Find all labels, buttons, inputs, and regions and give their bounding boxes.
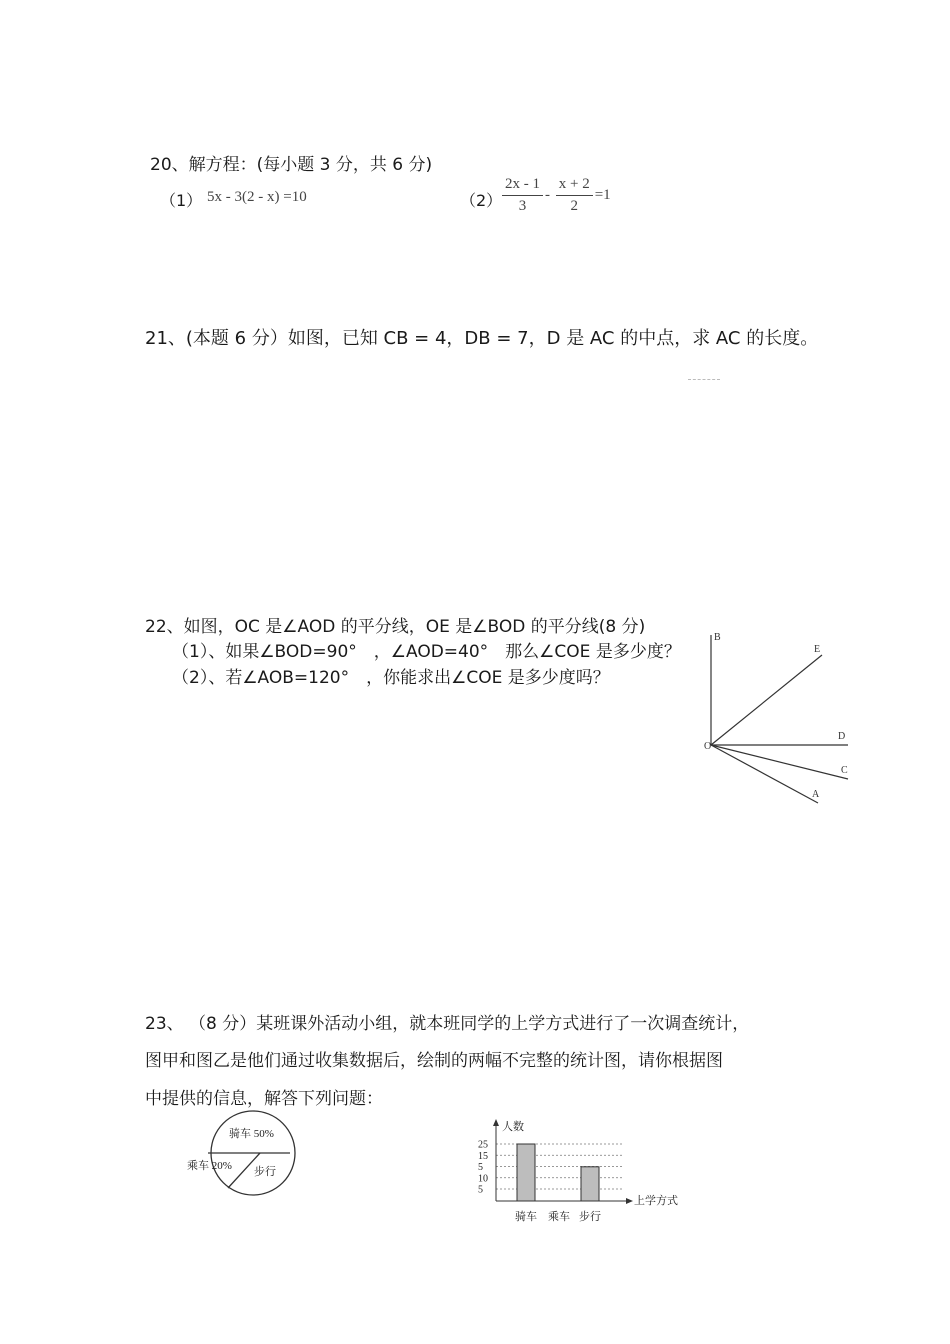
fraction-2-numerator: x + 2 <box>556 176 593 196</box>
y-tick-label: 15 <box>478 1150 488 1162</box>
x-axis-label: 上学方式 <box>634 1195 678 1207</box>
fraction-1 <box>502 176 543 215</box>
q22-title: 22、如图，OC 是∠AOD 的平分线，OE 是∠BOD 的平分线(8 分) <box>145 617 646 637</box>
fraction-2 <box>556 176 593 215</box>
ray-oe <box>711 655 822 745</box>
q23-line-2: 图甲和图乙是他们通过收集数据后，绘制的两幅不完整的统计图，请你根据图 <box>145 1051 723 1071</box>
y-tick-label: 25 <box>478 1139 488 1151</box>
q22-angle-figure <box>700 625 860 815</box>
y-tick-label: 5 <box>478 1184 483 1196</box>
q22-part2: （2）、若∠AOB=120° ，你能求出∠COE 是多少度吗？ <box>172 668 610 688</box>
q20-part1-label: （1） <box>160 191 203 210</box>
label-e: E <box>814 644 821 655</box>
pie-chart <box>180 1110 310 1200</box>
label-d: D <box>838 731 846 742</box>
x-category-label: 骑车 <box>515 1211 537 1223</box>
pie-slice-label-walk: 步行 <box>254 1166 276 1178</box>
minus-sign: - <box>545 186 550 203</box>
q20-part2-label: （2） <box>460 191 503 210</box>
fraction-1-numerator: 2x - 1 <box>502 176 543 196</box>
label-c: C <box>841 765 848 776</box>
y-axis-label: 人数 <box>502 1121 524 1133</box>
x-category-label: 乘车 <box>548 1211 570 1223</box>
equation-rhs: =1 <box>594 186 611 203</box>
q20-part2-equation <box>500 176 611 215</box>
q23-line-1: 23、 （8 分）某班课外活动小组，就本班同学的上学方式进行了一次调查统计， <box>145 1014 750 1034</box>
fraction-1-denominator: 3 <box>518 198 527 214</box>
y-tick-label: 5 <box>478 1162 483 1173</box>
bar-步行 <box>581 1167 599 1201</box>
label-o: O <box>704 741 712 752</box>
ray-oa <box>711 745 818 803</box>
y-axis-arrow <box>493 1119 499 1126</box>
label-b: B <box>714 632 721 643</box>
x-category-label: 步行 <box>579 1211 601 1223</box>
q20-part1-equation: 5x - 3(2 - x) =10 <box>207 189 307 205</box>
y-tick-label: 10 <box>478 1173 488 1185</box>
pie-slice-label-bus: 乘车 20% <box>187 1160 232 1172</box>
q20-title: 20、解方程：(每小题 3 分，共 6 分) <box>150 155 433 175</box>
x-axis-arrow <box>626 1198 633 1204</box>
bar-骑车 <box>517 1144 535 1201</box>
q22-part1: （1）、如果∠BOD=90° ，∠AOD=40° 那么∠COE 是多少度？ <box>172 642 681 662</box>
label-a: A <box>812 789 820 800</box>
fraction-2-denominator: 2 <box>570 198 578 214</box>
q21-title: 21、(本题 6 分）如图，已知 CB = 4，DB = 7，D 是 AC 的中点，求 AC 的长度。 <box>145 328 819 349</box>
bar-chart <box>470 1116 700 1228</box>
q21-figure-placeholder <box>688 379 720 380</box>
q23-line-3: 中提供的信息，解答下列问题： <box>145 1089 383 1109</box>
ray-oc <box>711 745 848 779</box>
pie-slice-label-bike: 骑车 50% <box>229 1128 274 1140</box>
